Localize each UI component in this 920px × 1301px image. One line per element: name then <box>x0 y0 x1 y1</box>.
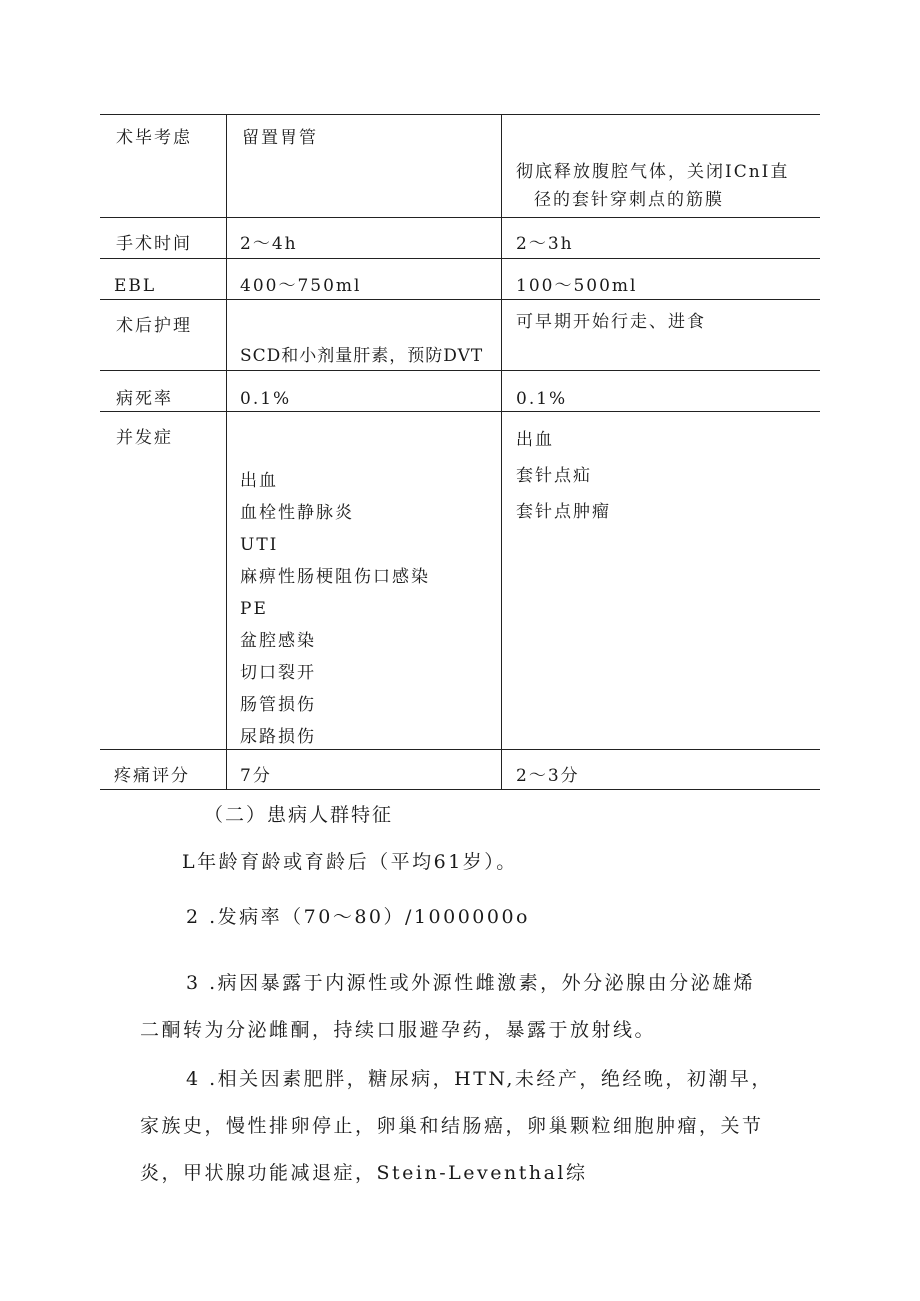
section-heading: （二）患病人群特征 <box>204 804 394 826</box>
cell-laparoscopy: 2～3h <box>516 234 574 254</box>
list-item: 出血 <box>240 471 278 491</box>
row-label: 病死率 <box>116 389 173 409</box>
paragraph: 炎，甲状腺功能减退症，Stein-Leventhal综 <box>140 1162 588 1184</box>
cell-line: 径的套针穿刺点的筋膜 <box>534 190 724 210</box>
paragraph: L年龄育龄或育龄后（平均61岁）。 <box>182 851 518 873</box>
cell-open-surgery: 0.1% <box>240 389 292 409</box>
list-item: UTI <box>240 535 279 555</box>
list-item: 出血 <box>516 430 554 450</box>
list-item: 切口裂开 <box>240 663 316 683</box>
cell-open-surgery-complications <box>240 465 430 753</box>
list-item: 麻痹性肠梗阻伤口感染 <box>240 567 430 587</box>
list-item: 肠管损伤 <box>240 695 316 715</box>
cell-laparoscopy: 2～3分 <box>516 766 580 786</box>
table-column-divider <box>226 114 227 790</box>
list-item: 尿路损伤 <box>240 727 316 747</box>
paragraph: 3 .病因暴露于内源性或外源性雌激素，外分泌腺由分泌雄烯 <box>186 972 756 994</box>
cell-open-surgery: 400～750ml <box>240 276 362 296</box>
cell-open-surgery: 7分 <box>240 766 272 786</box>
list-item: 盆腔感染 <box>240 631 316 651</box>
table-column-divider <box>501 114 502 790</box>
paragraph: 家族史，慢性排卵停止，卵巢和结肠癌，卵巢颗粒细胞肿瘤，关节 <box>140 1115 764 1137</box>
cell-laparoscopy: 0.1% <box>516 389 568 409</box>
row-label: 手术时间 <box>116 234 192 254</box>
paragraph: 4 .相关因素肥胖，糖尿病，HTN,未经产，绝经晚，初潮早， <box>186 1068 773 1090</box>
list-item: PE <box>240 599 268 619</box>
table-rule <box>100 789 820 790</box>
comparison-table <box>100 114 820 790</box>
row-label: 术毕考虑 <box>116 128 192 148</box>
list-item: 套针点肿瘤 <box>516 502 611 522</box>
table-rule <box>100 258 820 259</box>
cell-laparoscopy-complications <box>516 422 611 530</box>
table-rule <box>100 411 820 412</box>
list-item: 血栓性静脉炎 <box>240 503 354 523</box>
table-rule <box>100 114 820 115</box>
cell-line: 彻底释放腹腔气体，关闭ICnI直 <box>516 162 790 182</box>
table-rule <box>100 299 820 300</box>
row-label: EBL <box>114 276 157 296</box>
row-label: 并发症 <box>116 428 173 448</box>
cell-laparoscopy <box>516 156 789 216</box>
cell-open-surgery: SCD和小剂量肝素，预防DVT <box>240 346 484 366</box>
cell-open-surgery: 留置胃管 <box>242 128 318 148</box>
cell-laparoscopy: 100～500ml <box>516 276 638 296</box>
cell-open-surgery: 2～4h <box>240 234 298 254</box>
table-rule <box>100 217 820 218</box>
list-item: 套针点疝 <box>516 466 592 486</box>
row-label: 疼痛评分 <box>114 766 190 786</box>
cell-laparoscopy: 可早期开始行走、进食 <box>516 312 706 332</box>
paragraph: 二酮转为分泌雌酮，持续口服避孕药，暴露于放射线。 <box>140 1019 657 1041</box>
paragraph: 2 .发病率（70～80）/1000000o <box>186 906 530 928</box>
table-rule <box>100 749 820 750</box>
row-label: 术后护理 <box>116 316 192 336</box>
